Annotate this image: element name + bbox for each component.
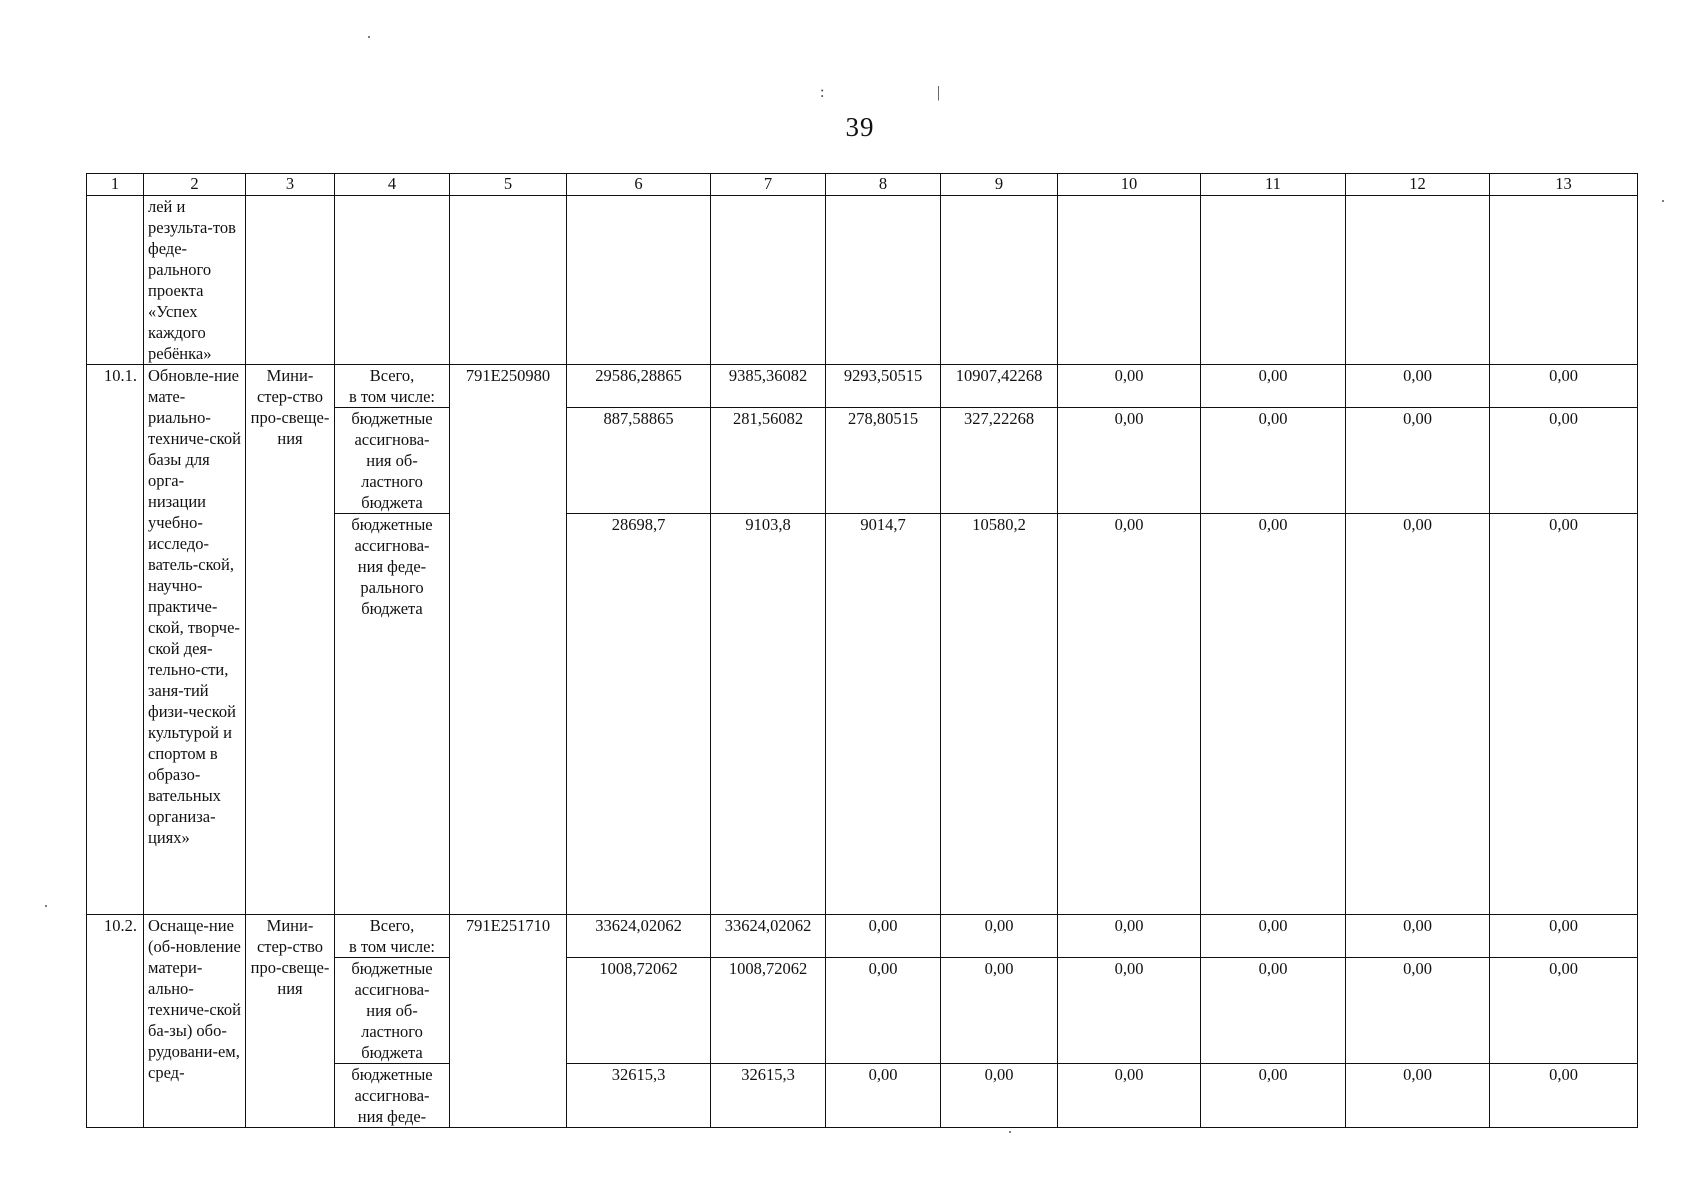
measure-name: Оснаще-ние (об-новление матери-ально-техниче-ской ба-зы) обо-рудовани-ем, сред-: [144, 915, 246, 1128]
column-header: 13: [1490, 174, 1638, 196]
budget-table: [86, 173, 1638, 1128]
value-cell: 0,00: [1058, 514, 1201, 915]
executor: Мини-стер-ство про-свеще-ния: [246, 915, 335, 1128]
funding-source: бюджетные ассигнова- ния феде-: [335, 1064, 450, 1128]
value-cell: 0,00: [826, 1064, 941, 1128]
value-cell: 1008,72062: [567, 958, 711, 1064]
value-cell: 9014,7: [826, 514, 941, 915]
value-cell: 29586,28865: [567, 365, 711, 408]
column-header: 11: [1201, 174, 1346, 196]
table-row: [87, 915, 1638, 958]
value-cell: 0,00: [1201, 958, 1346, 1064]
value-cell: 9293,50515: [826, 365, 941, 408]
value-cell: 28698,7: [567, 514, 711, 915]
value-cell: 9103,8: [711, 514, 826, 915]
budget-code: 791E250980: [450, 365, 567, 915]
value-cell: 0,00: [1201, 1064, 1346, 1128]
value-cell: 0,00: [1346, 958, 1490, 1064]
column-header: 1: [87, 174, 144, 196]
column-header: 12: [1346, 174, 1490, 196]
value-cell: 0,00: [1346, 365, 1490, 408]
value-cell: 0,00: [1490, 514, 1638, 915]
value-cell: 0,00: [1490, 915, 1638, 958]
funding-source: бюджетные ассигнова- ния феде- рального бюджета: [335, 514, 450, 915]
value-cell: 0,00: [1490, 958, 1638, 1064]
funding-source: бюджетные ассигнова- ния об- ластного бюджета: [335, 408, 450, 514]
column-header: 10: [1058, 174, 1201, 196]
row-number: 10.1.: [87, 365, 144, 915]
value-cell: 10580,2: [941, 514, 1058, 915]
scan-mark: |: [937, 84, 941, 101]
value-cell: 0,00: [941, 1064, 1058, 1128]
value-cell: 887,58865: [567, 408, 711, 514]
value-cell: 1008,72062: [711, 958, 826, 1064]
page-number: 39: [845, 112, 875, 142]
value-cell: 0,00: [1058, 915, 1201, 958]
executor: Мини-стер-ство про-свеще-ния: [246, 365, 335, 915]
scan-speck: [1009, 1131, 1011, 1133]
column-header: 2: [144, 174, 246, 196]
value-cell: 0,00: [826, 958, 941, 1064]
value-cell: 0,00: [1058, 365, 1201, 408]
column-header: 8: [826, 174, 941, 196]
value-cell: 0,00: [1201, 365, 1346, 408]
value-cell: 0,00: [1346, 1064, 1490, 1128]
value-cell: 281,56082: [711, 408, 826, 514]
value-cell: 0,00: [1490, 1064, 1638, 1128]
value-cell: 32615,3: [711, 1064, 826, 1128]
continued-text: лей и результа-тов феде-рального проекта «Успех каждого ребёнка»: [144, 196, 246, 365]
value-cell: 9385,36082: [711, 365, 826, 408]
column-header: 5: [450, 174, 567, 196]
value-cell: 0,00: [1201, 915, 1346, 958]
header-row: [87, 174, 1638, 196]
value-cell: 0,00: [941, 915, 1058, 958]
scan-speck: [368, 36, 370, 38]
scan-speck: [45, 905, 47, 907]
funding-source: Всего, в том числе:: [335, 915, 450, 958]
value-cell: 0,00: [1346, 514, 1490, 915]
value-cell: 278,80515: [826, 408, 941, 514]
column-header: 6: [567, 174, 711, 196]
row-number: 10.2.: [87, 915, 144, 1128]
value-cell: 10907,42268: [941, 365, 1058, 408]
value-cell: 0,00: [1346, 408, 1490, 514]
funding-source: бюджетные ассигнова- ния об- ластного бюджета: [335, 958, 450, 1064]
value-cell: 0,00: [1201, 408, 1346, 514]
value-cell: 0,00: [941, 958, 1058, 1064]
value-cell: 33624,02062: [711, 915, 826, 958]
table-row: [87, 196, 1638, 365]
value-cell: 32615,3: [567, 1064, 711, 1128]
table-row: [87, 365, 1638, 408]
column-header: 4: [335, 174, 450, 196]
value-cell: 33624,02062: [567, 915, 711, 958]
value-cell: 0,00: [1058, 408, 1201, 514]
funding-source: Всего, в том числе:: [335, 365, 450, 408]
budget-code: 791E251710: [450, 915, 567, 1128]
value-cell: 0,00: [1490, 365, 1638, 408]
value-cell: 0,00: [1346, 915, 1490, 958]
column-header: 9: [941, 174, 1058, 196]
value-cell: 0,00: [1058, 958, 1201, 1064]
column-header: 3: [246, 174, 335, 196]
column-header: 7: [711, 174, 826, 196]
value-cell: 0,00: [1201, 514, 1346, 915]
value-cell: 0,00: [1058, 1064, 1201, 1128]
scan-mark: :: [820, 84, 825, 101]
value-cell: 0,00: [1490, 408, 1638, 514]
measure-name: Обновле-ние мате-риально-техниче-ской базы для орга-низации учебно-исследо-ватель-ской, научно-практиче-ской, творче-ской дея-тельно-сти, заня-тий физи-ческой культурой и спортом в образо-вательных организа-циях»: [144, 365, 246, 915]
scan-speck: [1662, 200, 1664, 202]
value-cell: 327,22268: [941, 408, 1058, 514]
value-cell: 0,00: [826, 915, 941, 958]
